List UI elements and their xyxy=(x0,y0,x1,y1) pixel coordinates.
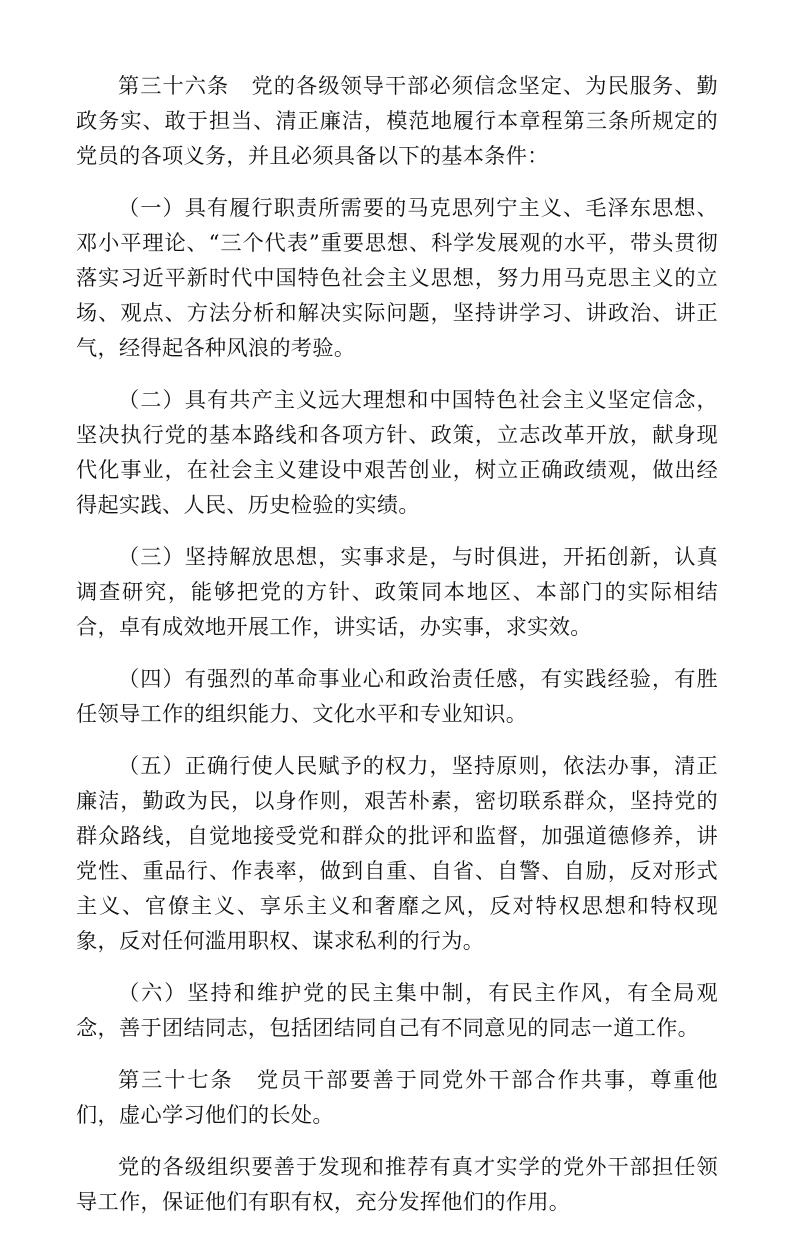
article-37-paragraph: 第三十七条 党员干部要善于同党外干部合作共事，尊重他们，虚心学习他们的长处。 xyxy=(76,1067,718,1127)
condition-4-paragraph: （四）有强烈的革命事业心和政治责任感，有实践经验，有胜任领导工作的组织能力、文化水平和专业知识。 xyxy=(76,666,718,726)
article-37-second-paragraph: 党的各级组织要善于发现和推荐有真才实学的党外干部担任领导工作，保证他们有职有权，充分发挥他们的作用。 xyxy=(76,1154,718,1214)
condition-1-paragraph: （一）具有履行职责所需要的马克思列宁主义、毛泽东思想、邓小平理论、“三个代表”重要思想、科学发展观的水平，带头贯彻落实习近平新时代中国特色社会主义思想，努力用马克思主义的立场、观点、方法分析和解决实际问题，坚持讲学习、讲政治、讲正气，经得起各种风浪的考验。 xyxy=(76,195,718,360)
article-36-paragraph: 第三十六条 党的各级领导干部必须信念坚定、为民服务、勤政务实、敢于担当、清正廉洁，模范地履行本章程第三条所规定的党员的各项义务，并且必须具备以下的基本条件： xyxy=(76,73,718,168)
condition-5-paragraph: （五）正确行使人民赋予的权力，坚持原则，依法办事，清正廉洁，勤政为民，以身作则，艰苦朴素，密切联系群众，坚持党的群众路线，自觉地接受党和群众的批评和监督，加强道德修养，讲党性、重品行、作表率，做到自重、自省、自警、自励，反对形式主义、官僚主义、享乐主义和奢靡之风，反对特权思想和特权现象，反对任何滥用职权、谋求私利的行为。 xyxy=(76,753,718,953)
condition-6-paragraph: （六）坚持和维护党的民主集中制，有民主作风，有全局观念，善于团结同志，包括团结同自己有不同意见的同志一道工作。 xyxy=(76,980,718,1040)
document-body xyxy=(76,68,718,1236)
condition-2-paragraph: （二）具有共产主义远大理想和中国特色社会主义坚定信念，坚决执行党的基本路线和各项方针、政策，立志改革开放，献身现代化事业，在社会主义建设中艰苦创业，树立正确政绩观，做出经得起实践、人民、历史检验的实绩。 xyxy=(76,387,718,517)
condition-3-paragraph: （三）坚持解放思想，实事求是，与时俱进，开拓创新，认真调查研究，能够把党的方针、政策同本地区、本部门的实际相结合，卓有成效地开展工作，讲实话，办实事，求实效。 xyxy=(76,544,718,639)
